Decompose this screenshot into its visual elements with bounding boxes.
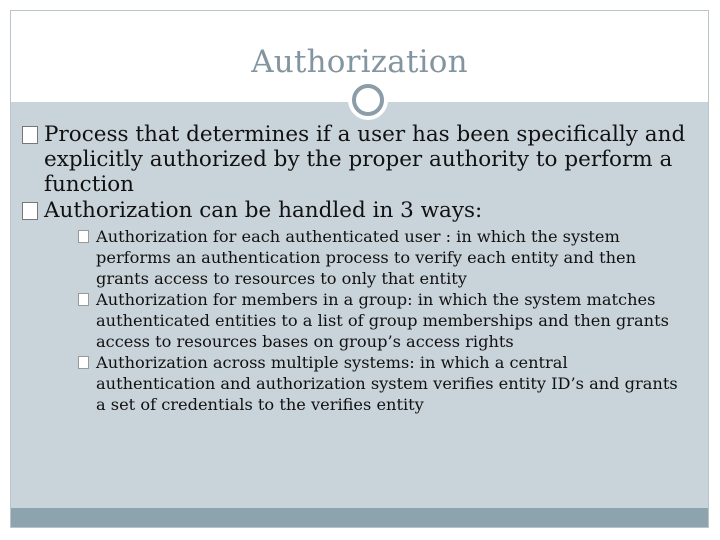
slide-body [22,122,692,415]
sub-bullet-box-icon [78,230,89,243]
ring-ornament-icon [348,80,388,120]
sub-bullet-item [22,226,692,289]
sub-bullet-list [22,226,692,415]
bullet-box-icon [22,202,38,220]
sub-bullet-item [22,289,692,352]
bullet-box-icon [22,126,38,144]
bullet-text: Authorization can be handled in 3 ways: [44,198,483,223]
sub-bullet-text: Authorization across multiple systems: in which a central authentication and authorization system verifies entity ID’s and grants a set of credentials to the verifies entity [96,353,678,414]
bullet-item [22,198,692,223]
bullet-item [22,122,692,197]
sub-bullet-item [22,352,692,415]
sub-bullet-box-icon [78,293,89,306]
sub-bullet-text: Authorization for each authenticated user : in which the system performs an authentication process to verify each entity and then grants access to resources to only that entity [96,227,637,288]
bullet-text: Process that determines if a user has been specifically and explicitly authorized by the proper authority to perform a function [44,122,686,197]
sub-bullet-text: Authorization for members in a group: in which the system matches authenticated entities to a list of group memberships and then grants access to resources bases on group’s access rights [96,290,669,351]
slide-title: Authorization [251,44,468,80]
footer-bar [11,508,708,527]
sub-bullet-box-icon [78,356,89,369]
